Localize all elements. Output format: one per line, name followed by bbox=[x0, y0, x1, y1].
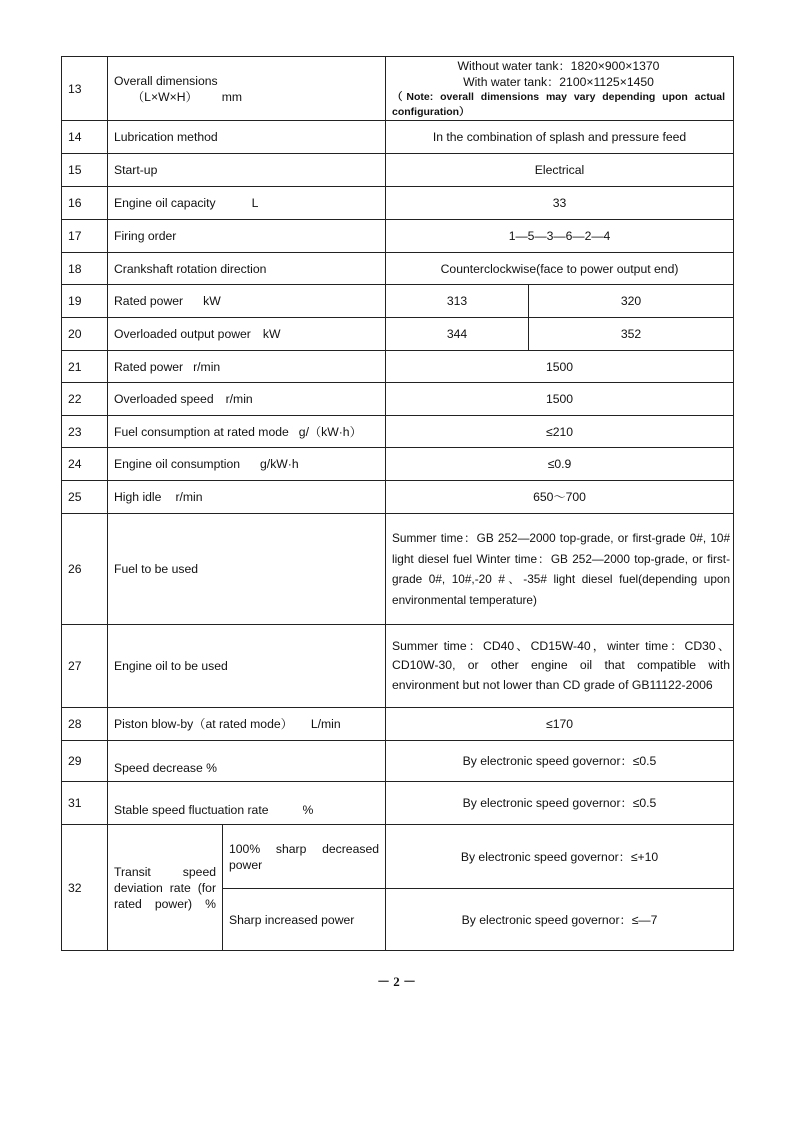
row-number: 26 bbox=[62, 514, 108, 625]
parameter-value: 650～700 bbox=[386, 481, 734, 514]
parameter-name: Rated power bbox=[114, 359, 184, 374]
row-number: 27 bbox=[62, 625, 108, 708]
parameter-value: Summer time：CD40、CD15W-40，winter time：CD30、CD10W-30, or other engine oil that compatible with environment but not lower than CD grade of GB11122-2006 bbox=[386, 625, 734, 708]
table-row bbox=[62, 121, 734, 154]
row-number: 19 bbox=[62, 285, 108, 318]
table-row bbox=[62, 351, 734, 383]
row-number: 18 bbox=[62, 253, 108, 285]
row-number: 17 bbox=[62, 220, 108, 253]
parameter-name: Engine oil capacity bbox=[114, 196, 216, 210]
row-number: 31 bbox=[62, 782, 108, 825]
table-row bbox=[62, 782, 734, 825]
parameter-label bbox=[108, 708, 386, 741]
parameter-name: Overloaded output power bbox=[114, 327, 251, 341]
parameter-label: Start-up bbox=[108, 154, 386, 187]
parameter-unit: r/min bbox=[225, 392, 253, 406]
row-number: 14 bbox=[62, 121, 108, 154]
parameter-unit: kW bbox=[203, 294, 221, 308]
parameter-label bbox=[108, 782, 386, 825]
parameter-label bbox=[108, 187, 386, 220]
table-row bbox=[62, 187, 734, 220]
parameter-label bbox=[108, 383, 386, 416]
specification-table bbox=[61, 56, 734, 951]
parameter-value: In the combination of splash and pressure feed bbox=[386, 121, 734, 154]
parameter-value: Summer time：GB 252—2000 top-grade, or first-grade 0#, 10# light diesel fuel Winter time：GB 252—2000 top-grade, or first-grade 0#, 10#,-20 #、-35# light diesel fuel(depending upon environmental temperature) bbox=[386, 514, 734, 625]
parameter-value-b: 352 bbox=[529, 318, 734, 351]
dimensions-without-tank: Without water tank：1820×900×1370 bbox=[457, 58, 660, 73]
parameter-value: Electrical bbox=[386, 154, 734, 187]
page-number: － 2 － bbox=[376, 974, 416, 989]
row-number: 16 bbox=[62, 187, 108, 220]
parameter-name: Overall dimensions bbox=[114, 73, 218, 88]
parameter-unit: kW bbox=[262, 327, 281, 341]
table-row bbox=[62, 383, 734, 416]
dimensions-note: （Note: overall dimensions may vary depending upon actual configuration） bbox=[392, 90, 726, 118]
parameter-name: Rated power bbox=[114, 294, 184, 308]
parameter-label: Speed decrease % bbox=[108, 741, 386, 782]
parameter-name: Piston blow-by（at rated mode） bbox=[114, 717, 293, 731]
parameter-value: By electronic speed governor：≤—7 bbox=[386, 889, 734, 951]
parameter-unit: r/min bbox=[193, 359, 221, 374]
row-number: 28 bbox=[62, 708, 108, 741]
parameter-value: ≤0.9 bbox=[386, 448, 734, 481]
parameter-name: Stable speed fluctuation rate bbox=[114, 803, 269, 817]
parameter-label bbox=[108, 481, 386, 514]
table-row bbox=[62, 625, 734, 708]
row-number: 15 bbox=[62, 154, 108, 187]
parameter-subtitle: （L×W×H） bbox=[132, 89, 198, 104]
parameter-value: 1500 bbox=[386, 351, 734, 383]
parameter-label bbox=[108, 285, 386, 318]
parameter-label bbox=[108, 57, 386, 121]
parameter-value: 1—5—3—6—2—4 bbox=[386, 220, 734, 253]
row-number: 21 bbox=[62, 351, 108, 383]
table-row bbox=[62, 448, 734, 481]
table-row bbox=[62, 514, 734, 625]
table-row bbox=[62, 318, 734, 351]
table-row bbox=[62, 825, 734, 889]
table-row bbox=[62, 253, 734, 285]
parameter-unit: L/min bbox=[310, 717, 341, 731]
parameter-unit: % bbox=[302, 803, 314, 817]
table-row bbox=[62, 741, 734, 782]
parameter-value: 33 bbox=[386, 187, 734, 220]
parameter-label: Firing order bbox=[108, 220, 386, 253]
parameter-value bbox=[386, 57, 734, 121]
parameter-name: Overloaded speed bbox=[114, 392, 214, 406]
parameter-name: Fuel consumption at rated mode bbox=[114, 424, 289, 439]
row-number: 29 bbox=[62, 741, 108, 782]
table-row bbox=[62, 708, 734, 741]
table-row bbox=[62, 220, 734, 253]
table-row bbox=[62, 481, 734, 514]
sub-parameter-label: 100% sharp decreased power bbox=[223, 825, 386, 889]
parameter-unit: g/kW·h bbox=[260, 457, 299, 471]
parameter-unit: L bbox=[251, 196, 259, 210]
parameter-label: Transit speed deviation rate (for rated power) % bbox=[108, 825, 223, 951]
sub-parameter-label: Sharp increased power bbox=[223, 889, 386, 951]
table-row bbox=[62, 154, 734, 187]
parameter-name: High idle bbox=[114, 490, 162, 504]
parameter-unit: g/（kW·h） bbox=[298, 424, 362, 439]
parameter-label bbox=[108, 448, 386, 481]
row-number: 22 bbox=[62, 383, 108, 416]
parameter-value: 1500 bbox=[386, 383, 734, 416]
parameter-label: Engine oil to be used bbox=[108, 625, 386, 708]
row-number: 24 bbox=[62, 448, 108, 481]
row-number: 20 bbox=[62, 318, 108, 351]
parameter-value: By electronic speed governor：≤+10 bbox=[386, 825, 734, 889]
parameter-value: ≤170 bbox=[386, 708, 734, 741]
table-row bbox=[62, 285, 734, 318]
parameter-unit: mm bbox=[221, 89, 243, 104]
parameter-label bbox=[108, 318, 386, 351]
table-row bbox=[62, 416, 734, 448]
table-row bbox=[62, 57, 734, 121]
parameter-label bbox=[108, 416, 386, 448]
parameter-name: Engine oil consumption bbox=[114, 457, 241, 471]
parameter-value-b: 320 bbox=[529, 285, 734, 318]
dimensions-with-tank: With water tank：2100×1125×1450 bbox=[463, 74, 654, 89]
parameter-label bbox=[108, 351, 386, 383]
parameter-label: Crankshaft rotation direction bbox=[108, 253, 386, 285]
parameter-label: Lubrication method bbox=[108, 121, 386, 154]
parameter-value-a: 344 bbox=[386, 318, 529, 351]
parameter-value: By electronic speed governor：≤0.5 bbox=[386, 782, 734, 825]
parameter-label: Fuel to be used bbox=[108, 514, 386, 625]
row-number: 13 bbox=[62, 57, 108, 121]
parameter-value: Counterclockwise(face to power output end) bbox=[386, 253, 734, 285]
parameter-value: By electronic speed governor：≤0.5 bbox=[386, 741, 734, 782]
row-number: 25 bbox=[62, 481, 108, 514]
parameter-unit: r/min bbox=[175, 490, 203, 504]
row-number: 23 bbox=[62, 416, 108, 448]
parameter-value-a: 313 bbox=[386, 285, 529, 318]
row-number: 32 bbox=[62, 825, 108, 951]
parameter-value: ≤210 bbox=[386, 416, 734, 448]
